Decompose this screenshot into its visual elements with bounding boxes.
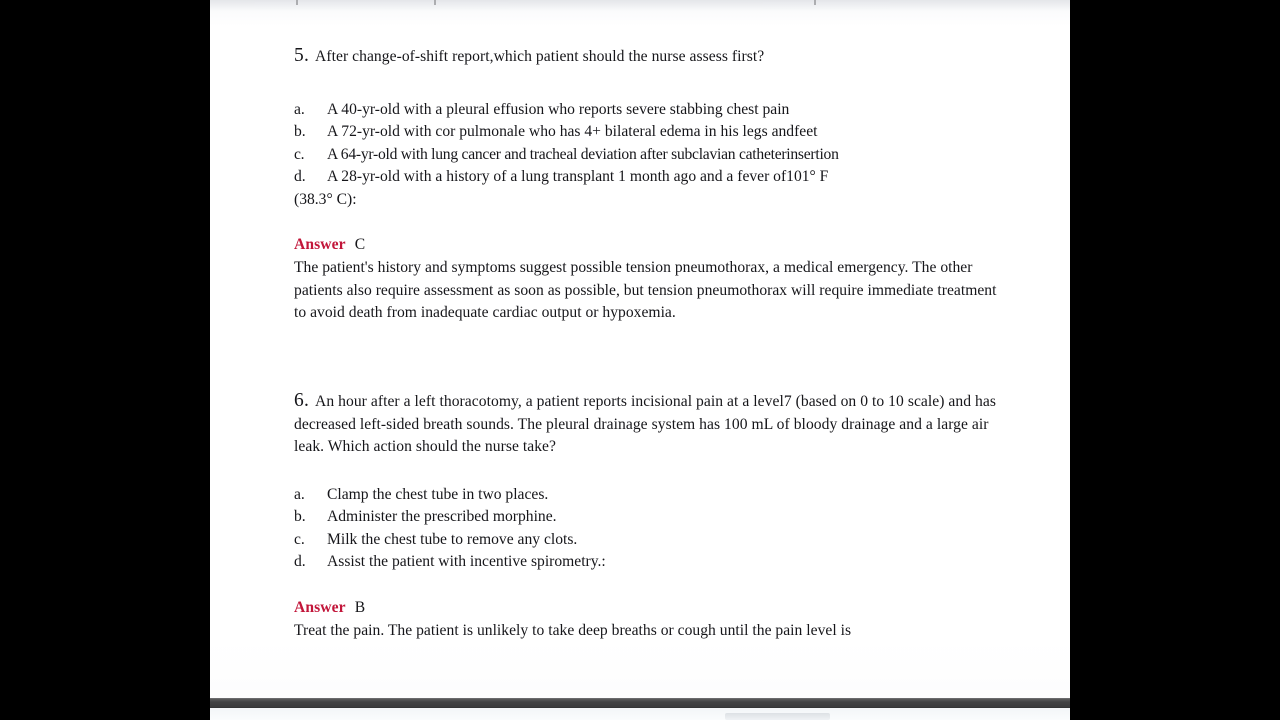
question-6-option-a[interactable] [294, 484, 1006, 506]
option-text-d: A 28-yr-old with a history of a lung transplant 1 month ago and a fever of101° F [327, 168, 829, 186]
question-5-option-a[interactable] [294, 99, 1006, 121]
question-5-option-d[interactable] [294, 166, 1006, 211]
option-text-c: A 64-yr-old with lung cancer and tracheal deviation after subclavian catheterinsertion [327, 145, 839, 163]
question-6-answer-block [294, 597, 1006, 643]
question-block-5 [294, 46, 1006, 69]
option-label-a: a. [294, 486, 305, 503]
question-6-options [294, 484, 1006, 574]
answer-label: Answer [294, 599, 346, 616]
question-5-option-c[interactable] [294, 144, 1006, 166]
bottom-toolbar-strip[interactable] [210, 698, 1070, 708]
option-label-d: d. [294, 553, 306, 571]
option-text-c: Milk the chest tube to remove any clots. [327, 530, 578, 548]
option-label-b: b. [294, 508, 306, 526]
option-text-a: Clamp the chest tube in two places. [327, 486, 549, 503]
answer-label: Answer [294, 236, 346, 253]
question-5-prompt: After change-of-shift report,which patient should the nurse assess first? [315, 48, 765, 65]
option-label-c: c. [294, 145, 305, 163]
option-label-a: a. [294, 101, 305, 118]
question-5-option-d-continuation: (38.3° C): [294, 190, 357, 208]
clipped-text-line-above-fold [210, 0, 1070, 14]
option-text-d: Assist the patient with incentive spirometry.: [327, 553, 606, 571]
question-6-explanation: Treat the pain. The patient is unlikely to take deep breaths or cough until the pain level is [294, 622, 852, 639]
question-5-options [294, 99, 1006, 211]
question-5-answer-block [294, 234, 1006, 325]
question-6-prompt: An hour after a left thoracotomy, a patient reports incisional pain at a level7 (based on 0 to 10 scale) and has decreased left-sided breath sounds. The pleural drainage system has 100 mL of bloody drainage and a large air leak. Which action should the nurse take? [294, 393, 996, 456]
question-6-heading [294, 391, 1006, 459]
question-5-answer-line [294, 234, 1006, 256]
option-text-b: Administer the prescribed morphine. [327, 508, 557, 526]
question-6-answer-line [294, 597, 1006, 619]
question-5-number: 5. [294, 45, 310, 66]
toolbar-underline [210, 707, 1070, 720]
option-text-b: A 72-yr-old with cor pulmonale who has 4+ bilateral edema in his legs andfeet [327, 123, 818, 141]
question-block-6 [294, 391, 1006, 459]
document-page [210, 0, 1070, 720]
toolbar-ghost-button[interactable] [725, 713, 830, 720]
question-6-option-c[interactable] [294, 529, 1006, 551]
option-label-b: b. [294, 123, 306, 141]
question-6-option-d[interactable] [294, 551, 1006, 573]
letterbox-left [0, 0, 210, 720]
question-5-option-b[interactable] [294, 121, 1006, 143]
option-label-d: d. [294, 168, 306, 186]
answer-letter: C [354, 236, 366, 253]
question-5-explanation: The patient's history and symptoms suggest possible tension pneumothorax, a medical emergency. The other patients also require assessment as soon as possible, but tension pneumothorax will require immediate treatment to avoid death from inadequate cardiac output or hypoxemia. [294, 259, 997, 322]
answer-letter: B [354, 599, 366, 616]
question-5-heading [294, 46, 1006, 69]
option-label-c: c. [294, 530, 305, 548]
option-text-a: A 40-yr-old with a pleural effusion who reports severe stabbing chest pain [327, 101, 790, 118]
letterbox-right [1070, 0, 1280, 720]
question-6-option-b[interactable] [294, 506, 1006, 528]
question-6-number: 6. [294, 390, 310, 411]
